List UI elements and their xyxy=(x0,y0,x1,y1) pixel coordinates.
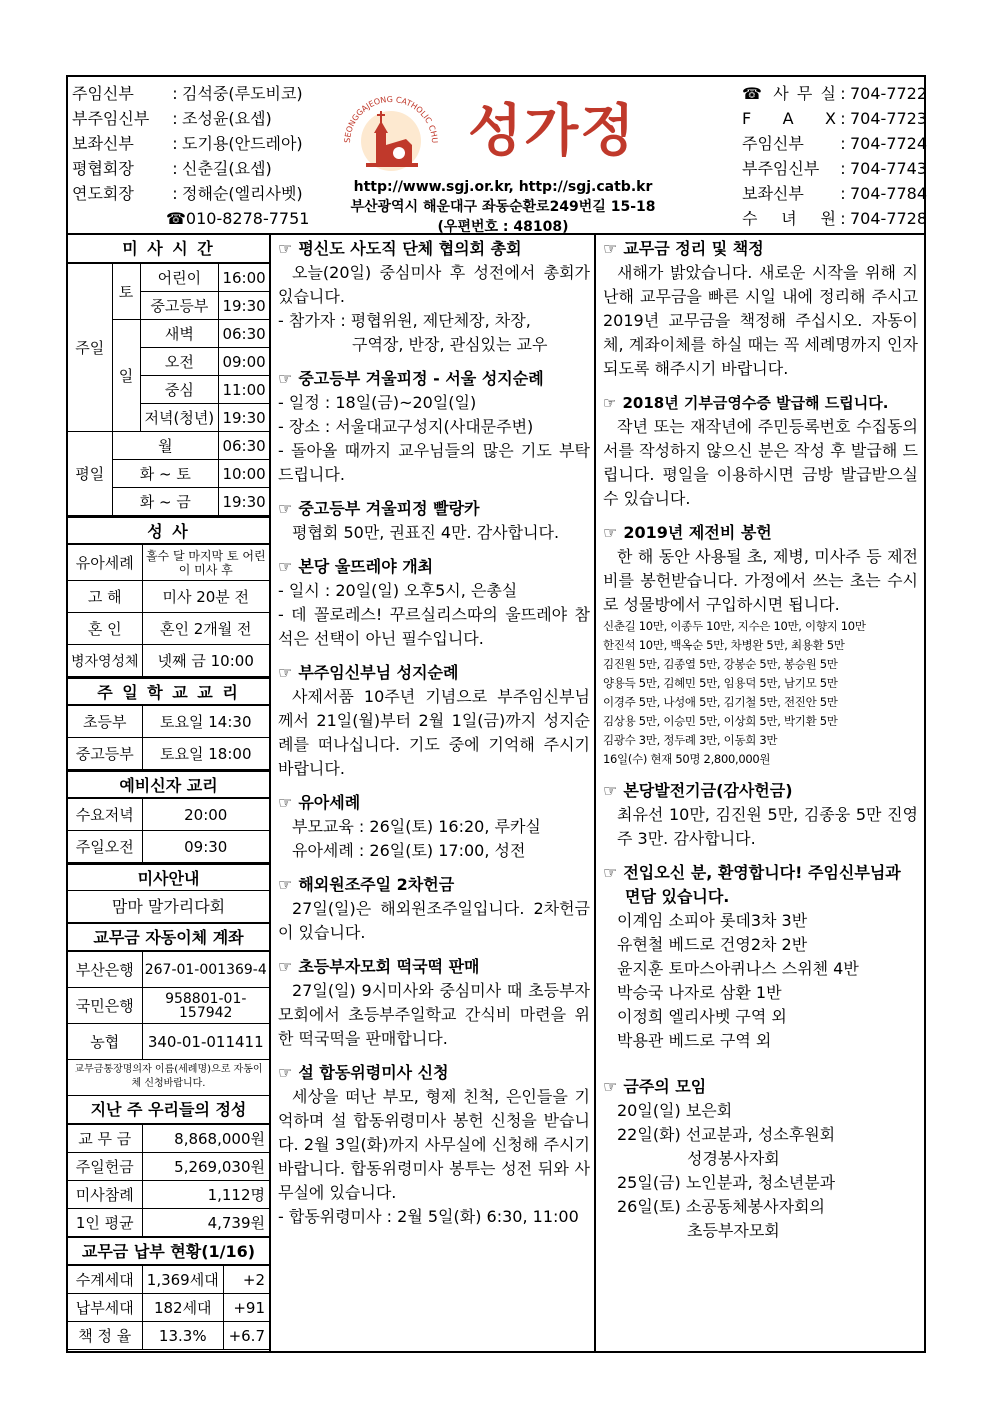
mass-time: 16:00 xyxy=(219,264,269,292)
pointing-hand-icon: ☞ xyxy=(603,523,618,542)
notice-title: 2019년 제전비 봉헌 xyxy=(623,523,772,542)
postcode: (우편번호 : 48108) xyxy=(437,219,569,235)
donor-line: 신춘길 10만, 이종두 10만, 지수은 10만, 이향지 10만 xyxy=(603,619,866,633)
notice-title: 중고등부 겨울피정 빨랑카 xyxy=(298,499,480,518)
notice-text: 오늘(20일) 중심미사 후 성전에서 총회가 있습니다. xyxy=(278,263,590,306)
offering-name: 1인 평균 xyxy=(68,1209,142,1237)
mass-time: 19:30 xyxy=(219,404,269,432)
notice-text: 박승국 나자로 삼환 1반 xyxy=(617,983,782,1002)
pointing-hand-icon: ☞ xyxy=(278,499,293,518)
catechumen-time: 20:00 xyxy=(142,799,269,831)
notice-title: 교무금 정리 및 책정 xyxy=(623,239,764,258)
pointing-hand-icon: ☞ xyxy=(278,793,293,812)
staff-label: 보좌신부 xyxy=(72,134,134,153)
sacrament-heading: 성 사 xyxy=(68,516,269,544)
staff-value: 김석중(루도비코) xyxy=(182,84,303,103)
bank-name: 농협 xyxy=(68,1024,142,1060)
donor-line: 김진원 5만, 김종열 5만, 강봉순 5만, 봉승원 5만 xyxy=(603,657,838,671)
notice-text: 이정희 엘리사벳 구역 외 xyxy=(617,1007,787,1026)
offering-value: 1,112명 xyxy=(142,1181,269,1209)
mass-time: 19:30 xyxy=(219,292,269,320)
account-number: 267-01-001369-4 xyxy=(142,952,269,988)
notice-text: - 참가자 : 평협위원, 제단체장, 차장, xyxy=(278,311,531,330)
transfer-table xyxy=(68,951,269,1060)
sacrament-value: 혼인 2개월 전 xyxy=(142,613,269,645)
notice-text: 20일(일) 보은회 xyxy=(617,1101,733,1120)
notice-text: 초등부자모회 xyxy=(687,1221,780,1240)
staff-value: 조성윤(요셉) xyxy=(182,109,272,128)
dues-name: 납부세대 xyxy=(68,1294,142,1322)
dues-value: 182세대 xyxy=(142,1294,224,1322)
dues-value: 13.3% xyxy=(142,1322,224,1350)
sacrament-value: 미사 20분 전 xyxy=(142,581,269,613)
mass-time: 06:30 xyxy=(219,432,269,460)
notice-text: 부모교육 : 26일(토) 16:20, 루카실 xyxy=(292,817,541,836)
sacrament-name: 병자영성체 xyxy=(68,645,142,677)
donor-list xyxy=(603,617,918,769)
contact-label: F A X xyxy=(742,109,836,128)
mass-times-heading: 미 사 시 간 xyxy=(68,235,269,263)
notice-text: 평협회 50만, 권표진 4만. 감사합니다. xyxy=(292,523,560,542)
contact-number: 704-7784 xyxy=(850,184,928,203)
staff-label: 주임신부 xyxy=(72,84,134,103)
staff-phone: ☎010-8278-7751 xyxy=(166,209,310,228)
notice-text: 유아세례 : 26일(토) 17:00, 성전 xyxy=(292,841,526,860)
saturday-label: 토 xyxy=(112,264,140,320)
contact-label: 보좌신부 xyxy=(742,184,804,203)
sacrament-name: 혼 인 xyxy=(68,613,142,645)
notice-text: 유현철 베드로 건영2차 2반 xyxy=(617,935,808,954)
contact-list: ☎ 사 무 실 : 704-7722 F A X : 704-7723 주임신부 : 704-7724 부주임신부 : 704-7743 보좌신부 : 704-7784 수 녀 원 : 704-7728 xyxy=(742,81,920,231)
header xyxy=(68,77,928,235)
contact-number: 704-7743 xyxy=(850,159,928,178)
mass-time: 06:30 xyxy=(219,320,269,348)
notice-title: 중고등부 겨울피정 - 서울 성지순례 xyxy=(298,369,544,388)
mass-guide-heading: 미사안내 xyxy=(68,863,269,891)
pointing-hand-icon: ☞ xyxy=(278,663,293,682)
contact-label: 부주임신부 xyxy=(742,159,820,178)
notice-text: - 장소 : 서울대교구성지(사대문주변) xyxy=(278,417,534,436)
donor-line: 김광수 3만, 정두례 3만, 이동희 3만 xyxy=(603,733,778,747)
notice-text: 사제서품 10주년 기념으로 부주임신부님께서 21일(월)부터 2월 1일(금)까지 성지순례를 떠나십니다. 기도 중에 기억해 주시기 바랍니다. xyxy=(278,687,590,778)
notice-text: 27일(일) 9시미사와 중심미사 때 초등부자모회에서 초등부주일학교 간식비 마련을 위한 떡국떡을 판매합니다. xyxy=(278,981,590,1048)
mass-name: 오전 xyxy=(140,348,219,376)
notice-item xyxy=(278,791,590,863)
notice-text: 한 해 동안 사용될 초, 제병, 미사주 등 제전비를 봉헌받습니다. 가정에서 쓰는 초는 수시로 성물방에서 구입하시면 됩니다. xyxy=(603,547,918,614)
mass-time: 09:00 xyxy=(219,348,269,376)
dues-value: 1,369세대 xyxy=(142,1266,224,1294)
svg-text:SEONGGAJEONG CATHOLIC CHURCH: SEONGGAJEONG CATHOLIC CHU xyxy=(342,94,440,144)
school-time: 토요일 14:30 xyxy=(142,706,269,738)
notice-item xyxy=(278,873,590,945)
offering-name: 교 무 금 xyxy=(68,1125,142,1153)
notice-item xyxy=(278,237,590,357)
pointing-hand-icon: ☞ xyxy=(603,1077,618,1096)
notice-text: 22일(화) 선교분과, 성소후원회 xyxy=(617,1125,836,1144)
notice-item xyxy=(278,1061,590,1229)
contact-number: 704-7722 xyxy=(850,84,928,103)
account-number: 340-01-011411 xyxy=(142,1024,269,1060)
account-number: 958801-01-157942 xyxy=(142,988,269,1024)
notice-item xyxy=(278,555,590,651)
mass-name: 새벽 xyxy=(140,320,219,348)
notice-text: 박용관 베드로 구역 외 xyxy=(617,1031,772,1050)
notice-title: 전입오신 분, 환영합니다! 주임신부님과 면담 있습니다. xyxy=(623,863,901,906)
bank-name: 국민은행 xyxy=(68,988,142,1024)
mass-name: 중고등부 xyxy=(140,292,219,320)
notice-text: - 데 꼴로레스! 꾸르실리스따의 울뜨레야 참석은 선택이 아닌 필수입니다. xyxy=(278,605,590,648)
dues-table xyxy=(68,1265,269,1350)
dues-name: 수계세대 xyxy=(68,1266,142,1294)
mass-name: 화 ~ 토 xyxy=(112,460,219,488)
notice-text: - 일시 : 20일(일) 오후5시, 은총실 xyxy=(278,581,518,600)
catechumen-name: 주일오전 xyxy=(68,831,142,863)
notice-text: 성경봉사자회 xyxy=(687,1149,780,1168)
notice-title: 평신도 사도직 단체 협의회 총회 xyxy=(298,239,522,258)
notice-text: 세상을 떠난 부모, 형제 친척, 은인들을 기억하며 설 합동위령미사 봉헌 신청을 받습니다. 2월 3일(화)까지 사무실에 신청해 주시기 바랍니다. 합동위령미사 봉투는 성전 뒤와 사무실에 있습니다. xyxy=(278,1087,590,1202)
notice-title: 본당발전기금(감사헌금) xyxy=(623,781,793,800)
contact-number: 704-7724 xyxy=(850,134,928,153)
offering-table xyxy=(68,1124,269,1237)
notice-title: 해외원조주일 2차헌금 xyxy=(298,875,455,894)
offering-heading: 지난 주 우리들의 정성 xyxy=(68,1096,269,1124)
notice-item xyxy=(278,367,590,487)
notice-title: 설 합동위령미사 신청 xyxy=(298,1063,449,1082)
pointing-hand-icon: ☞ xyxy=(278,875,293,894)
dues-delta: +91 xyxy=(224,1294,270,1322)
catechumen-table xyxy=(68,798,269,863)
notice-item xyxy=(603,521,918,769)
notice-item xyxy=(278,955,590,1051)
mass-name: 월 xyxy=(112,432,219,460)
mass-name: 어린이 xyxy=(140,264,219,292)
offering-name: 주일헌금 xyxy=(68,1153,142,1181)
notice-text: - 돌아올 때까지 교우님들의 많은 기도 부탁드립니다. xyxy=(278,441,590,484)
mass-name: 화 ~ 금 xyxy=(112,488,219,516)
contact-number: 704-7728 xyxy=(850,209,928,228)
school-name: 초등부 xyxy=(68,706,142,738)
staff-label: 연도회장 xyxy=(72,184,134,203)
notice-title: 본당 울뜨레야 개최 xyxy=(298,557,434,576)
pointing-hand-icon: ☞ xyxy=(603,239,618,258)
sunday-day-label: 일 xyxy=(112,320,140,432)
donor-line: 김상용 5만, 이승민 5만, 이상희 5만, 박기환 5만 xyxy=(603,714,838,728)
mass-guide-value: 맘마 말가리다회 xyxy=(68,891,269,923)
contact-number: 704-7723 xyxy=(850,109,928,128)
offering-name: 미사참례 xyxy=(68,1181,142,1209)
right-column xyxy=(599,235,922,1253)
staff-value: 도기용(안드레아) xyxy=(182,134,303,153)
notice-item xyxy=(278,661,590,781)
sacrament-table xyxy=(68,544,269,677)
school-name: 중고등부 xyxy=(68,738,142,770)
notice-text: 26일(토) 소공동체봉사자회의 xyxy=(617,1197,825,1216)
notice-text: - 합동위령미사 : 2월 5일(화) 6:30, 11:00 xyxy=(278,1207,579,1226)
catechumen-heading: 예비신자 교리 xyxy=(68,770,269,798)
notice-text: 25일(금) 노인분과, 청소년분과 xyxy=(617,1173,836,1192)
notice-text: - 일정 : 18일(금)~20일(일) xyxy=(278,393,477,412)
mass-time: 19:30 xyxy=(219,488,269,516)
mass-time: 11:00 xyxy=(219,376,269,404)
offering-value: 8,868,000원 xyxy=(142,1125,269,1153)
notice-item xyxy=(603,779,918,851)
dues-delta: +6.7 xyxy=(224,1322,270,1350)
sunday-label: 주일 xyxy=(68,264,112,432)
mass-name: 저녁(청년) xyxy=(140,404,219,432)
donor-line: 16일(수) 현재 50명 2,800,000원 xyxy=(603,752,771,766)
header-info xyxy=(338,177,668,237)
dues-delta: +2 xyxy=(224,1266,270,1294)
staff-label: 부주임신부 xyxy=(72,109,150,128)
catechumen-time: 09:30 xyxy=(142,831,269,863)
pointing-hand-icon: ☞ xyxy=(603,394,617,412)
pointing-hand-icon: ☞ xyxy=(278,239,293,258)
donor-line: 한진석 10만, 백옥순 5만, 차병완 5만, 최용환 5만 xyxy=(603,638,845,652)
contact-label: ☎ 사 무 실 xyxy=(742,84,836,103)
pointing-hand-icon: ☞ xyxy=(603,863,618,882)
pointing-hand-icon: ☞ xyxy=(278,369,293,388)
mass-time: 10:00 xyxy=(219,460,269,488)
website-links[interactable]: http://www.sgj.or.kr, http://sgj.catb.kr xyxy=(353,179,653,195)
weekday-label: 평일 xyxy=(68,432,112,516)
transfer-note: 교무금통장명의자 이름(세례명)으로 자동이체 신청바랍니다. xyxy=(68,1060,269,1096)
notice-item xyxy=(603,391,918,511)
offering-value: 5,269,030원 xyxy=(142,1153,269,1181)
notice-item xyxy=(278,497,590,545)
middle-column xyxy=(274,235,596,1353)
notice-title: 유아세례 xyxy=(298,793,361,812)
staff-value: 신춘길(요셉) xyxy=(182,159,272,178)
pointing-hand-icon: ☞ xyxy=(278,1063,293,1082)
notice-title: 부주임신부님 성지순례 xyxy=(298,663,459,682)
contact-label: 수 녀 원 xyxy=(742,209,836,228)
mass-name: 중심 xyxy=(140,376,219,404)
transfer-heading: 교무금 자동이체 계좌 xyxy=(68,923,269,951)
notice-text: 이계임 소피아 롯데3차 3반 xyxy=(617,911,808,930)
bulletin-frame xyxy=(66,75,926,1353)
notice-text: 윤지훈 토마스아퀴나스 스위첸 4반 xyxy=(617,959,859,978)
dues-name: 책 정 율 xyxy=(68,1322,142,1350)
staff-list: 주임신부 : 김석중(루도비코) 부주임신부 : 조성윤(요셉) 보좌신부 : 도기용(안드레아) 평협회장 : 신춘길(요셉) 연도회장 : 정해순(엘리사벳) ☎010-8278-7751 xyxy=(72,81,309,231)
notice-title: 2018년 기부금영수증 발급해 드립니다. xyxy=(622,394,889,412)
sunday-school-table xyxy=(68,705,269,770)
notice-title: 금주의 모임 xyxy=(623,1077,707,1096)
notice-title: 초등부자모회 떡국떡 판매 xyxy=(298,957,480,976)
catechumen-name: 수요저녁 xyxy=(68,799,142,831)
sunday-school-heading: 주 일 학 교 교 리 xyxy=(68,677,269,705)
dues-heading: 교무금 납부 현황(1/16) xyxy=(68,1237,269,1265)
staff-value: 정해순(엘리사벳) xyxy=(182,184,303,203)
donor-line: 이경주 5만, 나성애 5만, 김기철 5만, 전진안 5만 xyxy=(603,695,838,709)
notice-item xyxy=(603,861,918,1053)
staff-label: 평협회장 xyxy=(72,159,134,178)
pointing-hand-icon: ☞ xyxy=(603,781,618,800)
left-sidebar xyxy=(68,235,271,1353)
offering-value: 4,739원 xyxy=(142,1209,269,1237)
notice-text: 구역장, 반장, 관심있는 교우 xyxy=(352,335,548,354)
pointing-hand-icon: ☞ xyxy=(278,557,293,576)
address: 부산광역시 해운대구 좌동순환로249번길 15-18 xyxy=(350,199,656,215)
mass-times-table xyxy=(68,263,269,516)
notice-text: 27일(일)은 해외원조주일입니다. 2차헌금이 있습니다. xyxy=(278,899,590,942)
notice-item xyxy=(603,1075,918,1243)
pointing-hand-icon: ☞ xyxy=(278,957,293,976)
sacrament-name: 고 해 xyxy=(68,581,142,613)
contact-label: 주임신부 xyxy=(742,134,804,153)
bank-name: 부산은행 xyxy=(68,952,142,988)
sacrament-value: 넷째 금 10:00 xyxy=(142,645,269,677)
sacrament-value: 홀수 달 마지막 토 어린이 미사 후 xyxy=(142,545,269,581)
sacrament-name: 유아세례 xyxy=(68,545,142,581)
notice-text: 작년 또는 재작년에 주민등록번호 수집동의서를 작성하지 않으신 분은 작성 후 발급해 드립니다. 평일을 이용하시면 금방 발급받으실 수 있습니다. xyxy=(603,417,918,508)
donor-line: 양용득 5만, 김혜민 5만, 임용덕 5만, 남기모 5만 xyxy=(603,676,838,690)
notice-item xyxy=(603,237,918,381)
notice-text: 최유선 10만, 김진원 5만, 김종웅 5만 진영주 3만. 감사합니다. xyxy=(617,805,918,848)
bulletin-title: 성가정 xyxy=(468,98,637,164)
school-time: 토요일 18:00 xyxy=(142,738,269,770)
notice-text: 새해가 밝았습니다. 새로운 시작을 위해 지난해 교무금을 빠른 시일 내에 정리해 주시고 2019년 교무금을 책정해 주십시오. 자동이체, 계좌이체를 하실 때는 꼭 세례명까지 인자되도록 해주시기 바랍니다. xyxy=(603,263,918,378)
